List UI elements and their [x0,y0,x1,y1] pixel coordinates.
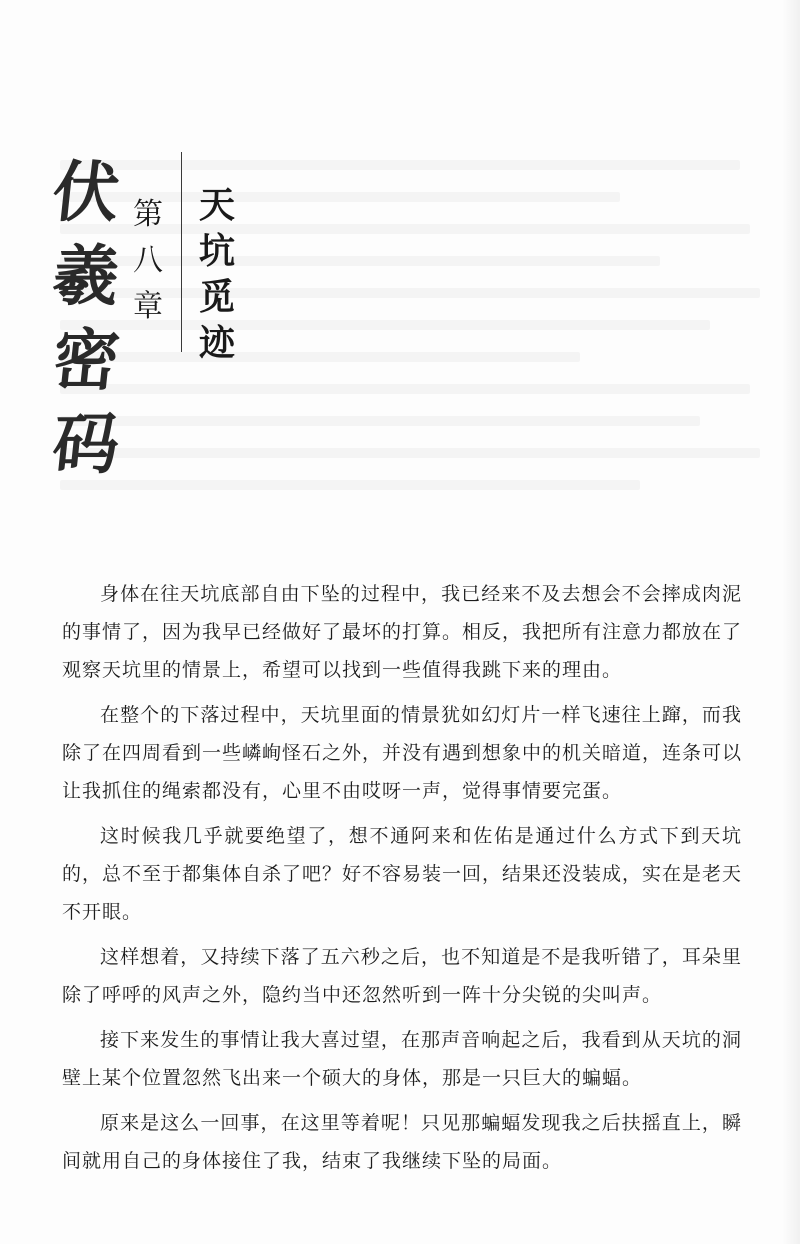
chapter-body [62,575,742,1187]
book-title-char: 伏 [48,153,124,231]
paragraph: 在整个的下落过程中，天坑里面的情景犹如幻灯片一样飞速往上蹿，而我除了在四周看到一些嶙峋怪石之外，并没有遇到想象中的机关暗道，连条可以让我抓住的绳索都没有，心里不由哎呀一声，觉得事情要完蛋。 [62,704,743,802]
book-title-char: 羲 [48,237,124,315]
chapter-title [192,182,242,366]
paragraph: 这时候我几乎就要绝望了，想不通阿来和佐佑是通过什么方式下到天坑的，总不至于都集体自杀了吧？好不容易装一回，结果还没装成，实在是老天不开眼。 [62,825,743,923]
book-title-char: 密 [48,321,124,399]
chapter-divider [181,152,182,352]
chapter-title-char: 觅 [198,276,235,318]
chapter-number-char: 章 [133,289,163,324]
book-title-calligraphy [50,150,122,486]
chapter-number-char: 第 [133,197,163,232]
paragraph: 原来是这么一回事，在这里等着呢！只见那蝙蝠发现我之后扶摇直上，瞬间就用自己的身体接住了我，结束了我继续下坠的局面。 [62,1112,742,1172]
paragraph: 身体在往天坑底部自由下坠的过程中，我已经来不及去想会不会摔成肉泥的事情了，因为我早已经做好了最坏的打算。相反，我把所有注意力都放在了观察天坑里的情景上，希望可以找到一些值得我跳下来的理由。 [62,583,743,681]
paragraph: 接下来发生的事情让我大喜过望，在那声音响起之后，我看到从天坑的洞壁上某个位置忽然飞出来一个硕大的身体，那是一只巨大的蝙蝠。 [62,1029,742,1089]
chapter-title-char: 迹 [198,322,235,364]
chapter-title-char: 坑 [198,230,235,272]
chapter-number-char: 八 [133,243,163,278]
page-edge-shadow [782,0,800,1244]
chapter-title-char: 天 [198,184,235,226]
book-title-char: 码 [48,405,124,483]
paragraph: 这样想着，又持续下落了五六秒之后，也不知道是不是我听错了，耳朵里除了呼呼的风声之外，隐约当中还忽然听到一阵十分尖锐的尖叫声。 [62,946,742,1006]
chapter-number [128,192,168,330]
